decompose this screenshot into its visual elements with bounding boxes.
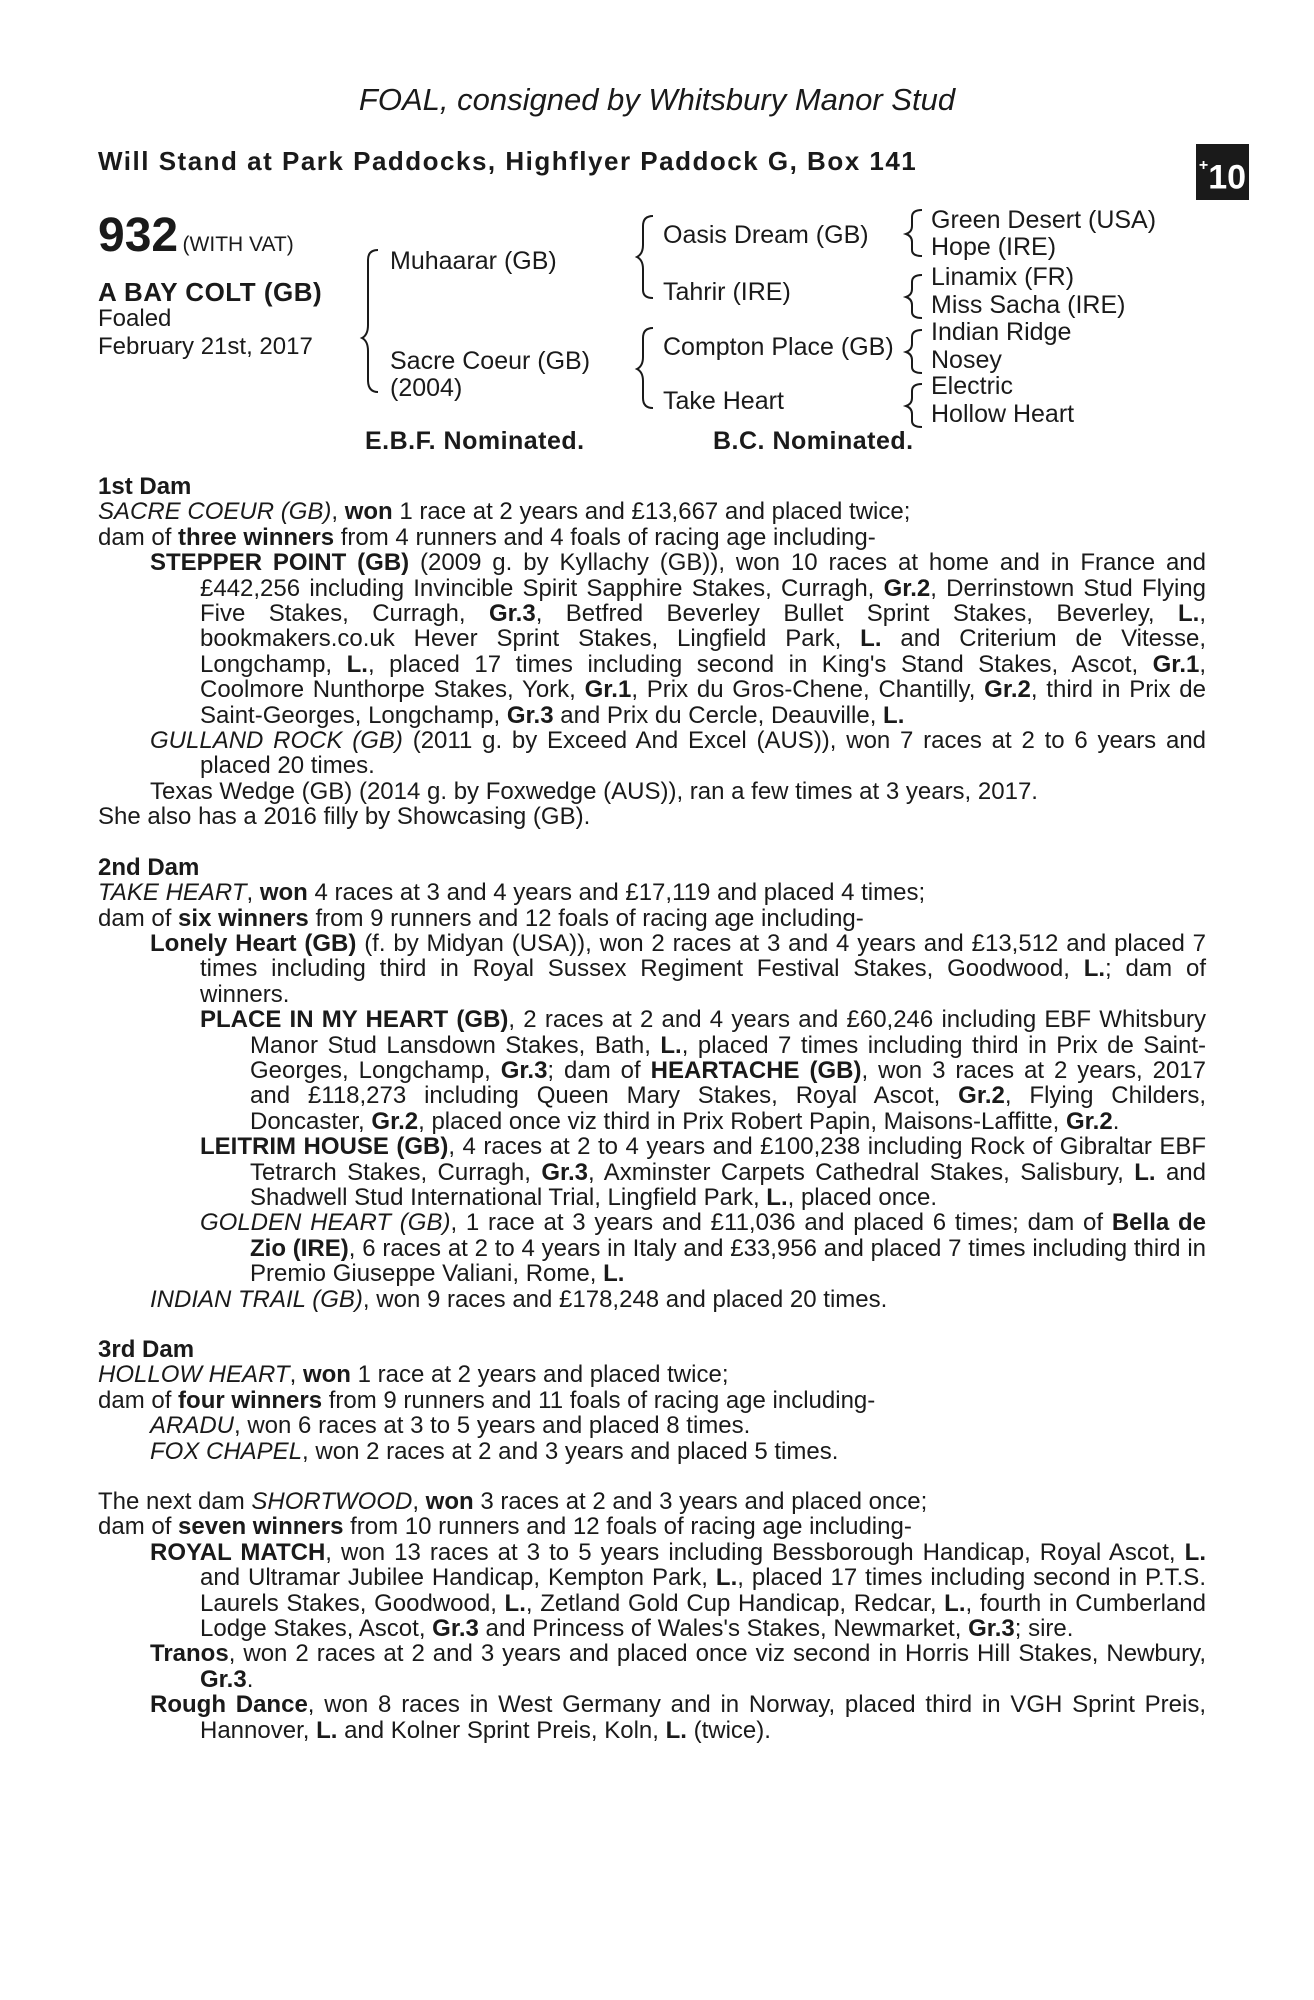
grade: Gr.2 [984,676,1031,704]
t: , 6 races at 2 to 4 years in Italy and £33,956 and placed 7 times including third in Premio Giuseppe Valiani, Rome, [250,1234,1206,1288]
t: , Flying Childers, Doncaster, [250,1082,1206,1135]
t: , placed once. [787,1183,938,1211]
won-label: won [425,1488,474,1516]
sire-dam: Tahrir (IRE) [663,278,791,306]
progeny-name: LEITRIM HOUSE (GB) [200,1133,449,1161]
progeny-name: Lonely Heart (GB) [150,929,357,957]
brace-g2 [906,275,922,318]
t: , won 2 races at 2 and 3 years and placed 5 times. [302,1437,839,1465]
location-line: Will Stand at Park Paddocks, Highflyer Paddock G, Box 141 [98,146,918,176]
t: and Prix du Cercle, Deauville, [553,701,884,729]
record-text: 1 race at 2 years and £13,667 and placed twice; [392,498,911,526]
t: (2009 g. by Kyllachy (GB)), won 10 races at home and in France and £442,256 including Invincible Spirit Sapphire Stakes, Curragh, [200,549,1206,602]
progeny-name: HEARTACHE (GB) [650,1056,862,1084]
dam-sire: Compton Place (GB) [663,333,894,361]
t: and Ultramar Jubilee Handicap, Kempton Park, [200,1564,716,1592]
t: , Axminster Carpets Cathedral Stakes, Salisbury, [588,1158,1135,1186]
t: , Betfred Beverley Bullet Sprint Stakes, Beverley, [535,600,1178,628]
third-dam-name: HOLLOW HEART [98,1361,290,1389]
listed: L. [883,701,905,729]
dam-year: (2004) [390,374,463,402]
listed: L. [715,1564,738,1592]
winners-count: six winners [178,904,309,932]
progeny-place-in-my-heart [98,1007,1206,1134]
grade: Gr.1 [584,676,632,704]
progeny-name: Bella de Zio (IRE) [250,1209,1206,1262]
record-text: 3 races at 2 and 3 years and placed once; [473,1488,928,1516]
progeny-stepper-point [98,550,1206,728]
progeny-golden-heart [98,1210,1206,1286]
t: ; dam of winners. [200,955,1206,1008]
grade: Gr.1 [1152,650,1200,678]
progeny-name: FOX CHAPEL [150,1437,303,1465]
won-label: won [259,879,308,907]
progeny-name: ARADU [150,1412,235,1440]
t: ; sire. [1014,1615,1074,1643]
dam-of-label: dam of [98,1386,179,1414]
third-dam-record: HOLLOW HEART, won 1 race at 2 years and placed twice; [98,1361,729,1389]
first-dam-heading: 1st Dam [98,473,192,500]
vat-note: (WITH VAT) [182,233,294,256]
t: , fourth in Cumberland Lodge Stakes, Ascot, [200,1589,1206,1643]
listed: L. [504,1589,526,1617]
winners-count: three winners [178,523,335,551]
progeny-name: PLACE IN MY HEART (GB) [200,1006,509,1034]
t: ; dam of [547,1056,651,1084]
t: (twice). [686,1716,771,1744]
listed: L. [1184,1538,1206,1566]
t: , third in Prix de Saint-Georges, Longchamp, [200,676,1207,729]
brace-g3 [906,330,922,373]
winners-count: four winners [178,1386,323,1414]
t: , 1 race at 3 years and £11,036 and placed 6 times; dam of [450,1209,1112,1237]
ancestor-indian-ridge: Indian Ridge [931,318,1072,346]
horse-description: A BAY COLT (GB) [98,277,323,307]
record-text: 4 races at 3 and 4 years and £17,119 and placed 4 times; [307,879,926,907]
ancestor-nosey: Nosey [931,346,1002,374]
progeny-name: STEPPER POINT (GB) [150,549,410,577]
sire-sire: Oasis Dream (GB) [663,221,869,249]
grade: Gr.3 [506,701,554,729]
second-dam-record: TAKE HEART, won 4 races at 3 and 4 years and £17,119 and placed 4 times; [98,879,926,907]
brace-g4 [906,384,922,427]
ebf-nominated: E.B.F. Nominated. [365,427,585,455]
next-dam-record: The next dam SHORTWOOD, won 3 races at 2 and 3 years and placed once; [98,1488,928,1516]
t: , won 2 races at 2 and 3 years and placed once viz second in Horris Hill Stakes, Newbury, [228,1640,1206,1668]
badge-number: 10 [1208,158,1247,197]
progeny-name: Tranos [150,1640,229,1668]
grade: Gr.2 [883,574,931,602]
progeny-name: GULLAND ROCK (GB) [150,727,403,755]
listed: L. [944,1589,966,1617]
progeny-name: INDIAN TRAIL (GB) [150,1285,363,1313]
runners-text: from 9 runners and 12 foals of racing age including- [308,904,864,932]
t: , Coolmore Nunthorpe Stakes, York, [200,650,1207,704]
listed: L. [665,1716,687,1744]
dam: Sacre Coeur (GB) [390,347,591,375]
third-dam-produce [98,1388,1206,1413]
progeny-gulland-rock [98,728,1206,779]
t: , bookmakers.co.uk Hever Sprint Stakes, Lingfield Park, [200,600,1206,653]
won-label: won [302,1361,351,1389]
first-dam-record: SACRE COEUR (GB), won 1 race at 2 years and £13,667 and placed twice; [98,498,911,526]
grade: Gr.2 [958,1082,1005,1110]
t: , Prix du Gros-Chene, Chantilly, [631,676,985,704]
t: , 2 races at 2 and 4 years and £60,246 including EBF Whitsbury Manor Stud Lansdown Stakes, Bath, [250,1006,1206,1059]
second-dam-heading: 2nd Dam [98,853,200,881]
t: , Derrinstown Stud Flying Five Stakes, Curragh, [200,574,1207,628]
t: , placed once viz third in Prix Robert Papin, Maisons-Laffitte, [418,1107,1066,1135]
third-dam-heading: 3rd Dam [98,1336,195,1363]
t: , won 13 races at 3 to 5 years including Bessborough Handicap, Royal Ascot, [325,1538,1185,1566]
t: , placed 7 times including third in Prix de Saint-Georges, Longchamp, [250,1031,1207,1084]
progeny-leitrim-house [98,1134,1206,1210]
t: and Princess of Wales's Stakes, Newmarket, [478,1615,969,1643]
next-dam-produce [98,1514,1206,1539]
listed: L. [660,1031,682,1059]
won-label: won [344,498,393,526]
t: , won 3 races at 2 years, 2017 and £118,273 including Queen Mary Stakes, Royal Ascot, [250,1056,1206,1110]
t: and Kolner Sprint Preis, Koln, [337,1716,666,1744]
runners-text: from 9 runners and 11 foals of racing age including- [322,1386,876,1414]
progeny-name: ROYAL MATCH [150,1538,326,1566]
listed: L. [766,1183,788,1211]
sire: Muhaarar (GB) [390,247,557,275]
progeny-fox-chapel [98,1439,1206,1464]
t: , placed 17 times including second in P.T.S. Laurels Stakes, Goodwood, [200,1564,1206,1617]
t: . [246,1665,254,1693]
brace-g1 [906,210,922,256]
grade: Gr.3 [488,600,536,628]
catalogue-body [98,474,1206,1743]
grade: Gr.3 [500,1056,548,1084]
progeny-aradu [98,1413,1206,1438]
ancestor-linamix: Linamix (FR) [931,263,1075,291]
t: and Shadwell Stud International Trial, Lingfield Park, [250,1158,1206,1211]
t: (f. by Midyan (USA)), won 2 races at 3 and 4 years and £13,512 and placed 7 times including third in Royal Sussex Regiment Festival Stakes, Goodwood, [200,929,1206,983]
also-note: She also has a 2016 filly by Showcasing (GB). [98,803,591,831]
grade: Gr.3 [200,1665,247,1693]
next-dam-name: SHORTWOOD [251,1488,413,1516]
t: and Criterium de Vitesse, Longchamp, [200,625,1207,678]
progeny-indian-trail [98,1287,1206,1312]
listed: L. [316,1716,338,1744]
t: , won 8 races in West Germany and in Norway, placed third in VGH Sprint Preis, Hannover, [200,1691,1206,1744]
progeny-rough-dance [98,1692,1206,1743]
record-text: 1 race at 2 years and placed twice; [350,1361,729,1389]
t: , won 6 races at 3 to 5 years and placed 8 times. [234,1412,751,1440]
dam-line-brace [637,328,653,408]
dam-of-label: dam of [98,1513,179,1541]
listed: L. [860,625,882,653]
t: , placed 17 times including second in King's Stand Stakes, Ascot, [367,650,1153,678]
progeny-lonely-heart [98,931,1206,1007]
lot-number: 932 [98,209,179,262]
t: , won 9 races and £178,248 and placed 20 times. [362,1285,888,1313]
grade: Gr.2 [1065,1107,1113,1135]
runners-text: from 10 runners and 12 foals of racing age including- [343,1513,912,1541]
bc-nominated: B.C. Nominated. [713,427,914,455]
ancestor-miss-sacha: Miss Sacha (IRE) [931,291,1126,319]
t: (2011 g. by Exceed And Excel (AUS)), won 7 races at 2 to 6 years and placed 20 times. [200,727,1207,780]
listed: L. [1134,1158,1156,1186]
progeny-name: GOLDEN HEART (GB) [200,1209,451,1237]
first-dam-produce [98,525,1206,550]
ancestor-hollow-heart: Hollow Heart [931,400,1075,428]
foaled-label: Foaled [98,305,172,332]
runners-text: from 4 runners and 4 foals of racing age including- [334,523,876,551]
grade: Gr.2 [371,1107,419,1135]
ancestor-hope: Hope (IRE) [931,233,1057,261]
progeny-name: Rough Dance [150,1691,308,1719]
grade: Gr.3 [968,1615,1015,1643]
progeny-royal-match [98,1540,1206,1642]
t: , 4 races at 2 to 4 years and £100,238 including Rock of Gibraltar EBF Tetrarch Stakes, Curragh, [250,1133,1206,1186]
grade: Gr.3 [541,1158,589,1186]
listed: L. [1083,955,1106,983]
second-dam-produce [98,906,1206,931]
foaled-date: February 21st, 2017 [98,333,313,360]
t: The next dam [98,1488,252,1516]
sire-line-brace [637,216,653,298]
consignor-line: FOAL, consigned by Whitsbury Manor Stud [358,82,956,117]
first-dam-name: SACRE COEUR (GB) [98,498,332,526]
ancestor-electric: Electric [931,372,1013,400]
second-dam-name: TAKE HEART [98,879,247,907]
listed: L. [1178,600,1200,628]
dam-dam: Take Heart [663,387,784,415]
sire-dam-brace [362,250,378,392]
badge-mark: + [1198,157,1209,174]
ancestor-green-desert: Green Desert (USA) [931,206,1157,234]
progeny-tranos [98,1641,1206,1692]
dam-of-label: dam of [98,523,179,551]
grade: Gr.3 [432,1615,479,1643]
winners-count: seven winners [178,1513,344,1541]
t: . [1112,1107,1120,1135]
t: , Zetland Gold Cup Handicap, Redcar, [525,1589,945,1617]
listed: L. [346,650,368,678]
listed: L. [603,1260,625,1288]
dam-of-label: dam of [98,904,179,932]
progeny-texas-wedge: Texas Wedge (GB) (2014 g. by Foxwedge (AUS)), ran a few times at 3 years, 2017. [150,777,1038,805]
